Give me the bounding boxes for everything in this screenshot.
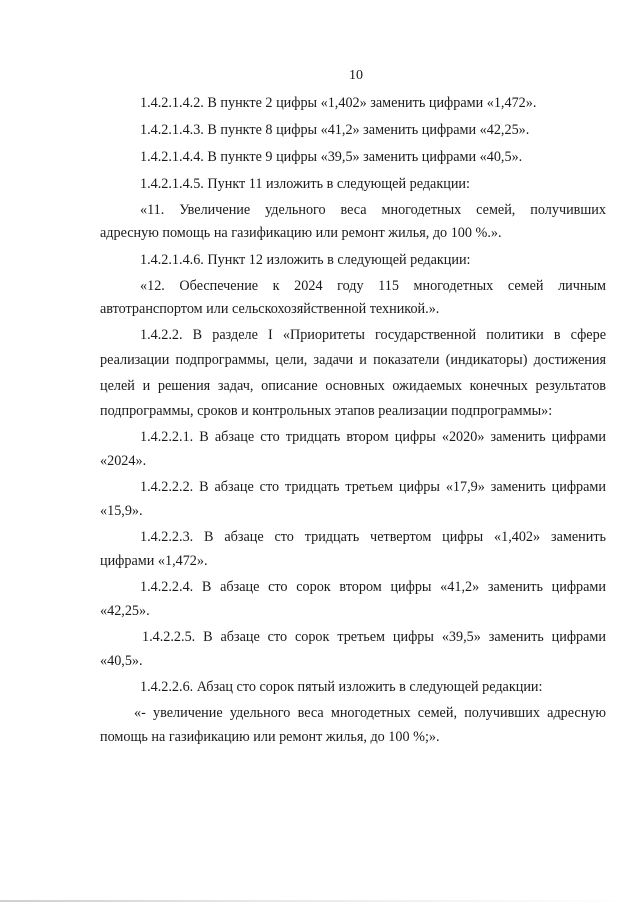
paragraph-line: 1.4.2.2.5. В абзаце сто сорок третьем цифры «39,5» заменить цифрами (142, 629, 606, 645)
page-number: 10 (349, 68, 363, 83)
paragraph-line: цифрами «1,472». (100, 553, 208, 569)
paragraph-line: подпрограммы, сроков и контрольных этапов реализации подпрограммы»: (100, 403, 553, 419)
paragraph-line: 1.4.2.2.3. В абзаце сто тридцать четвертом цифры «1,402» заменить (140, 529, 606, 545)
paragraph-line: «15,9». (100, 503, 143, 519)
paragraph-line: 1.4.2.1.4.6. Пункт 12 изложить в следующей редакции: (140, 252, 471, 268)
paragraph-line: реализации подпрограммы, цели, задачи и показатели (индикаторы) достижения (100, 352, 606, 368)
paragraph-line: «- увеличение удельного веса многодетных семей, получивших адресную (134, 705, 606, 721)
paragraph-line: 1.4.2.2. В разделе I «Приоритеты государственной политики в сфере (140, 327, 606, 343)
paragraph-line: адресную помощь на газификацию или ремонт жилья, до 100 %.». (100, 225, 502, 241)
paragraph-line: 1.4.2.1.4.4. В пункте 9 цифры «39,5» заменить цифрами «40,5». (140, 149, 523, 165)
paragraph-line: «40,5». (100, 653, 143, 669)
paragraph-line: 1.4.2.2.4. В абзаце сто сорок втором цифры «41,2» заменить цифрами (140, 579, 606, 595)
paragraph-line: автотранспортом или сельскохозяйственной техникой.». (100, 301, 440, 317)
paragraph-line: «2024». (100, 453, 147, 469)
paragraph-line: «12. Обеспечение к 2024 году 115 многодетных семей личным (140, 278, 606, 294)
paragraph-line: 1.4.2.1.4.3. В пункте 8 цифры «41,2» заменить цифрами «42,25». (140, 122, 530, 138)
paragraph-line: «11. Увеличение удельного веса многодетных семей, получивших (140, 202, 606, 218)
paragraph-line: 1.4.2.2.2. В абзаце сто тридцать третьем цифры «17,9» заменить цифрами (140, 479, 606, 495)
paragraph-line: 1.4.2.1.4.5. Пункт 11 изложить в следующей редакции: (140, 176, 470, 192)
paragraph-line: «42,25». (100, 603, 150, 619)
paragraph-line: целей и решения задач, описание основных ожидаемых конечных результатов (100, 378, 606, 394)
paragraph-line: 1.4.2.2.6. Абзац сто сорок пятый изложить в следующей редакции: (140, 679, 543, 695)
paragraph-line: 1.4.2.2.1. В абзаце сто тридцать втором цифры «2020» заменить цифрами (140, 429, 606, 445)
paragraph-line: 1.4.2.1.4.2. В пункте 2 цифры «1,402» заменить цифрами «1,472». (140, 95, 537, 111)
paragraph-line: помощь на газификацию или ремонт жилья, до 100 %;». (100, 729, 440, 745)
